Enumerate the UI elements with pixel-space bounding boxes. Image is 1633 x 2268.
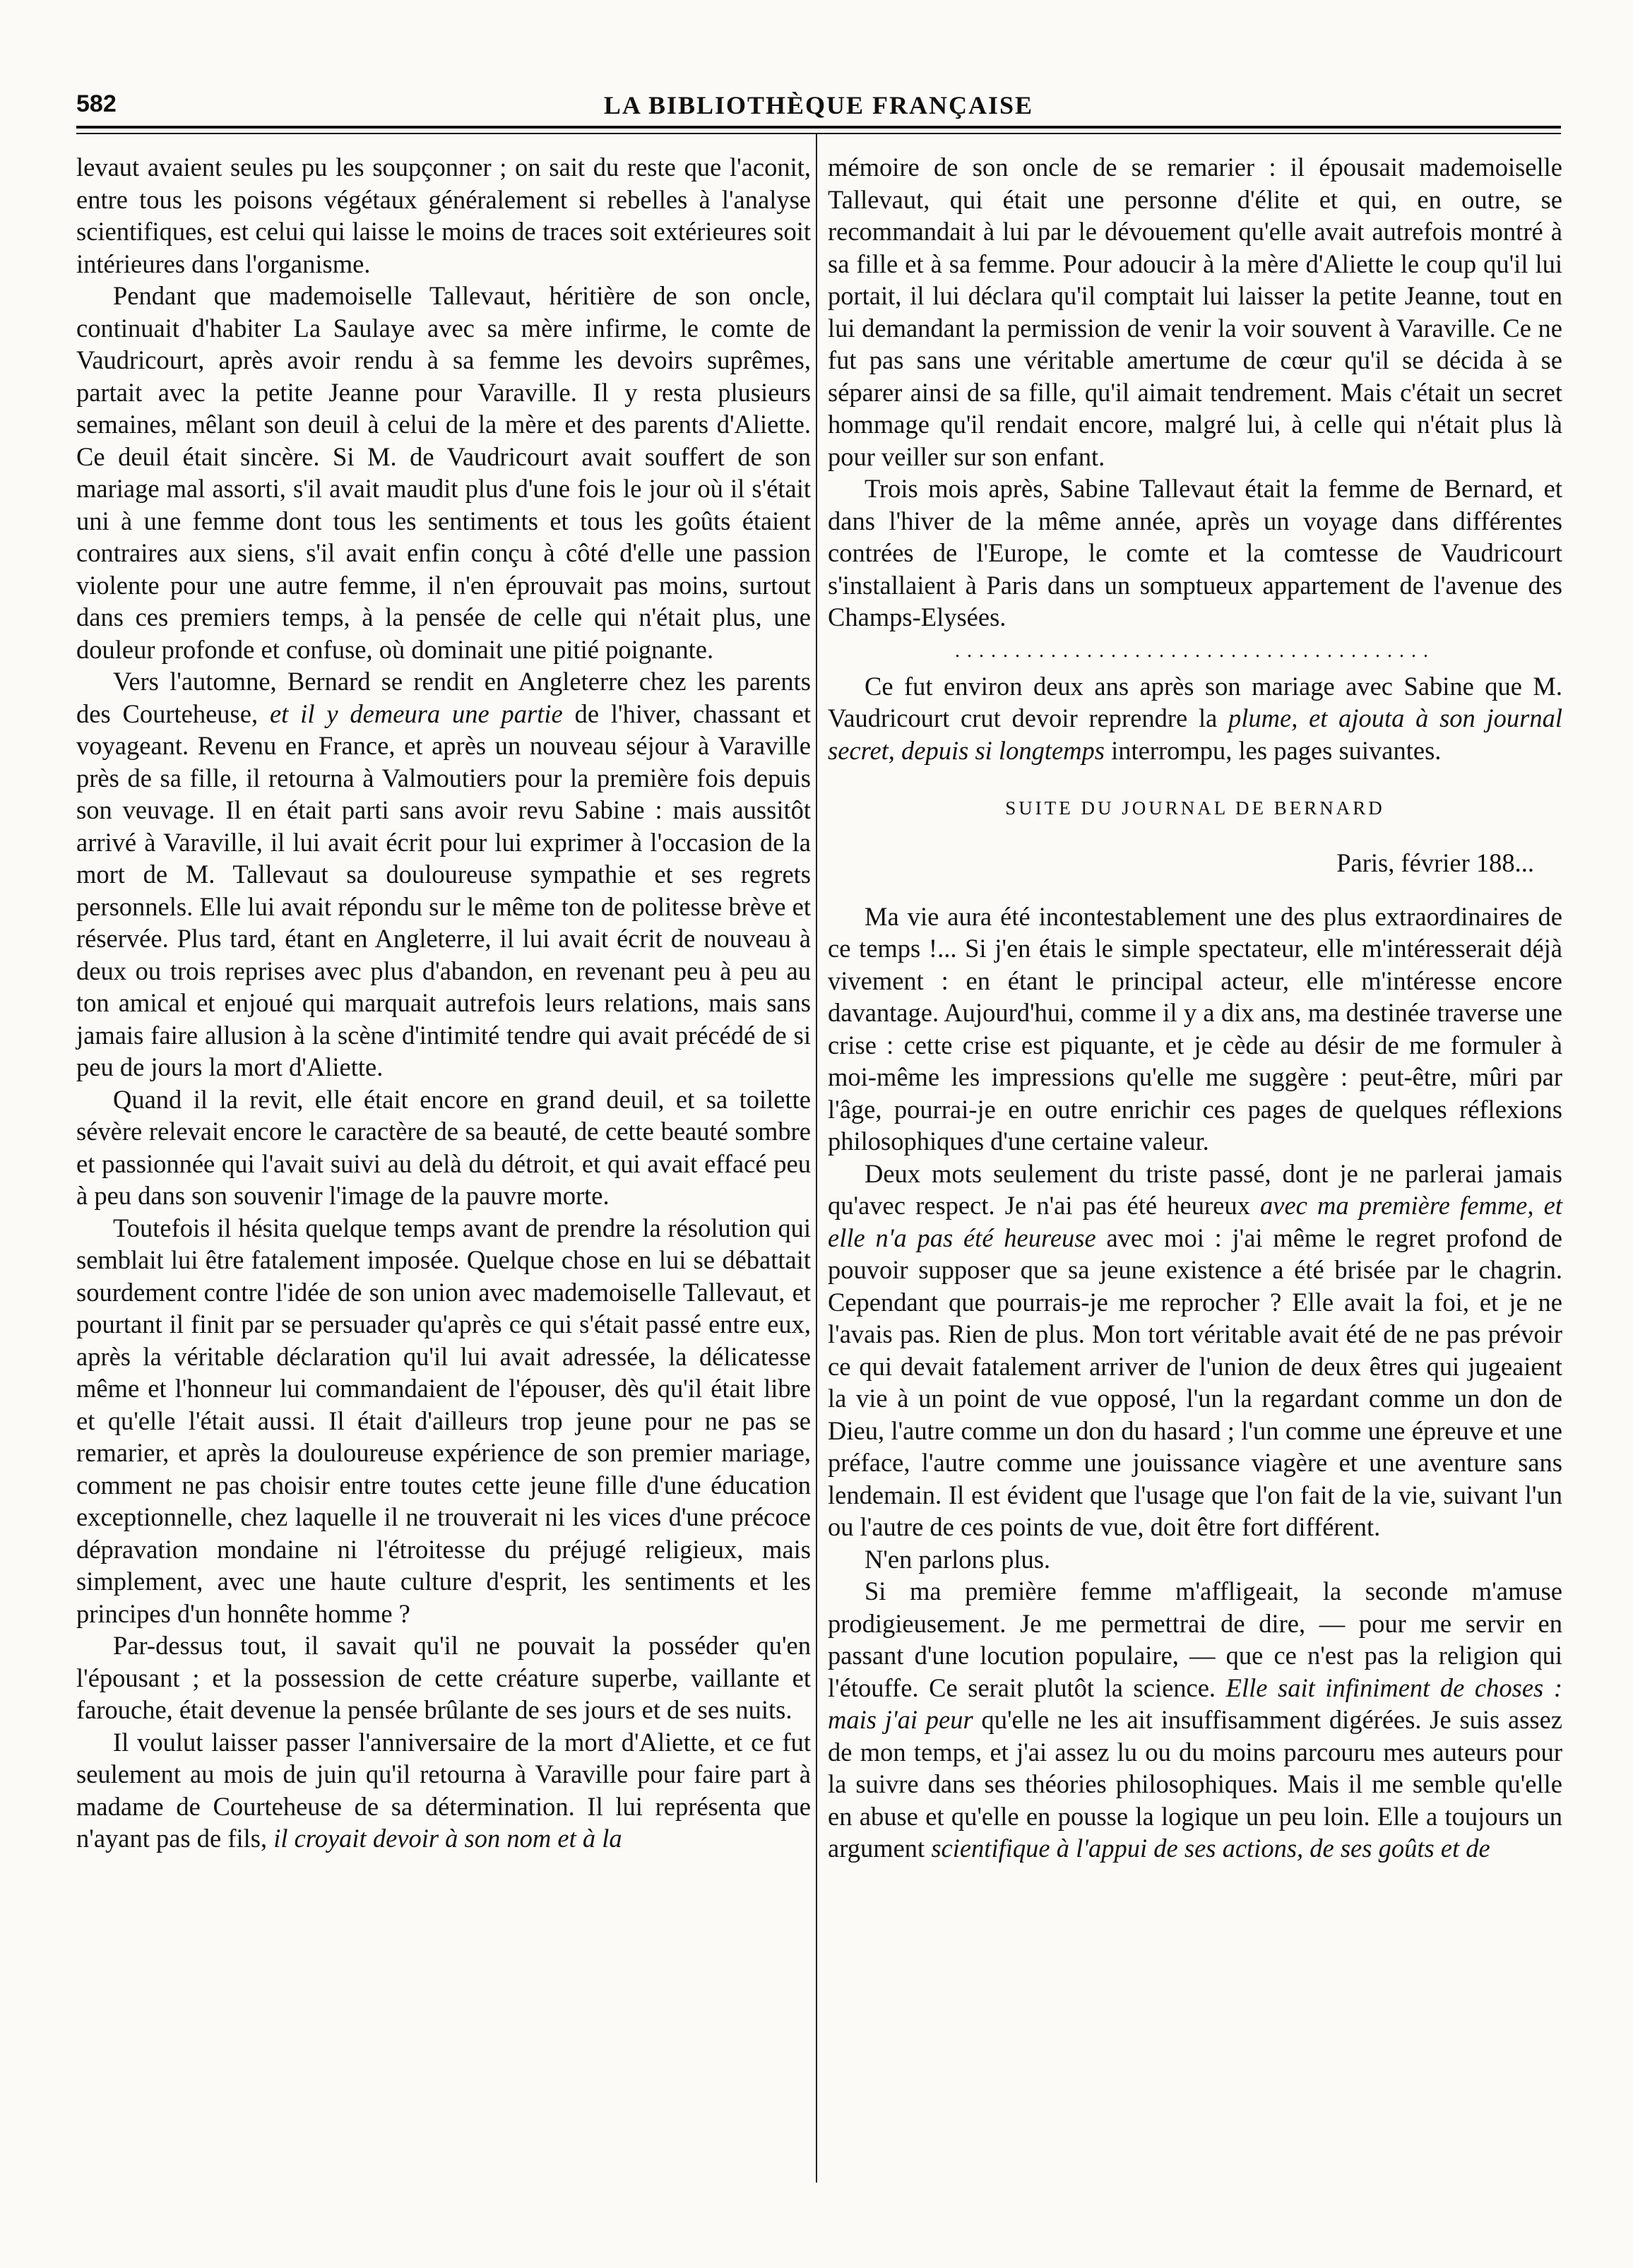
dateline: Paris, février 188... — [1336, 848, 1534, 877]
paragraph: N'en parlons plus. — [865, 1544, 1051, 1574]
left-column — [76, 151, 811, 1855]
paragraph — [828, 1158, 1562, 1543]
paragraph — [828, 1575, 1562, 1865]
paragraph: Ma vie aura été incontestablement une des plus extraordinaires de ce temps !... Si j'en étais le simple spectateur, elle m'intéresserait déjà vivement : en étant le principal acteur, elle m'intéresse encore davantage. Aujourd'hui, comme il y a dix ans, ma destinée traverse une crise : cette crise est piquante, et je cède au désir de me formuler à moi-même les impressions qu'elle me suggère : peut-être, mûri par l'âge, pourrai-je en outre enrichir ces pages de quelques réflexions philosophiques d'une certaine valeur. — [828, 901, 1562, 1156]
italic-run: avec ma première femme, et elle n'a pas été heureuse — [828, 1191, 1562, 1252]
italic-run: scientifique à l'appui de ses actions, de ses goûts et de — [931, 1834, 1490, 1863]
page-number: 582 — [76, 90, 117, 117]
paragraph: Toutefois il hésita quelque temps avant de prendre la résolution qui semblait lui être fatalement imposée. Quelque chose en lui se débattait sourdement contre l'idée de son union avec mademoiselle Tallevaut, et pourtant il finit par se persuader qu'après ce qui s'était passé entre eux, après la véritable déclaration qu'il lui avait adressée, la délicatesse même et l'honneur lui commandaient de l'épouser, dès qu'il était libre et qu'elle l'était aussi. Il était d'ailleurs trop jeune pour ne pas se remarier, et après la douloureuse expérience de son premier mariage, comment ne pas choisir entre toutes cette jeune fille d'une éducation exceptionnelle, chez laquelle il ne trouverait ni les vices d'une précoce dépravation mondaine ni l'étroitesse du préjugé religieux, mais simplement, avec une haute culture d'esprit, les sentiments et les principes d'un honnête homme ? — [76, 1213, 811, 1628]
paragraph: mémoire de son oncle de se remarier : il épousait mademoiselle Tallevaut, qui était une personne d'élite et qui, en outre, se recommandait à lui par le dévouement qu'elle avait autrefois montré à sa fille et à sa femme. Pour adoucir à la mère d'Aliette le coup qu'il lui portait, il lui déclara qu'il comptait lui laisser la petite Jeanne, tout en lui demandant la permission de venir la voir souvent à Varaville. Ce ne fut pas sans une véritable amertume de cœur qu'il se décida à se séparer ainsi de sa fille, qu'il aimait tendrement. Mais c'était un secret hommage qu'il rendait encore, malgré lui, à celle qui n'était plus là pour veiller sur son enfant. — [828, 153, 1562, 471]
italic-run: il croyait devoir à son nom et à la — [273, 1824, 622, 1853]
text-run: de l'hiver, chassant et voyageant. Revenu en France, et après un nouveau séjour à Varaville près de sa fille, il retourna à Valmoutiers pour la première fois depuis son veuvage. Il en était parti sans avoir revu Sabine : mais aussitôt arrivé à Varaville, il lui avait écrit pour lui exprimer à l'occasion de la mort de M. Tallevaut sa douloureuse sympathie et ses regrets personnels. Elle lui avait répondu sur le même ton de politesse brève et réservée. Plus tard, étant en Angleterre, il lui avait écrit de nouveau à deux ou trois reprises avec plus d'abandon, en revenant peu à peu au ton amical et enjoué qui marquait autrefois leurs relations, mais sans jamais faire allusion à la scène d'intimité tendre qui avait précédé de si peu de jours la mort d'Aliette. — [76, 699, 811, 1081]
column-divider — [816, 134, 817, 2183]
paragraph — [76, 1726, 811, 1855]
text-run: Deux mots seulement du triste passé, dont je ne parlerai jamais qu'avec respect. Je n'ai pas été heureux — [828, 1158, 1562, 1220]
right-column — [828, 151, 1562, 1865]
paragraph — [828, 670, 1562, 767]
text-run: qu'elle ne les ait insuffisamment digérées. Je suis assez de mon temps, et j'ai assez lu ou du moins parcouru mes auteurs pour la suivre dans ses théories philosophiques. Mais il me semble qu'elle en abuse et qu'elle en pousse la logique un peu loin. Elle a toujours un argument — [828, 1705, 1563, 1863]
text-run: avec moi : j'ai même le regret profond de pouvoir supposer que sa jeune existence a été brisée par le chagrin. Cependant que pourrais-je me reprocher ? Elle avait la foi, et je ne l'avais pas. Rien de plus. Mon tort véritable avait été de ne pas prévoir ce qui devait fatalement arriver de l'union de deux êtres qui jugeaient la vie à un point de vue opposé, l'un la regardant comme un don de Dieu, l'autre comme un don du hasard ; l'un comme une épreuve et une préface, l'autre comme une jouissance viagère et une aventure sans lendemain. Il est évident que l'usage que l'on fait de la vie, suivant l'un ou l'autre de ces points de vue, doit être fort différent. — [828, 1223, 1563, 1541]
section-title: SUITE DU JOURNAL DE BERNARD — [1005, 797, 1385, 819]
text-run: Ce fut environ deux ans après son mariage avec Sabine que M. Vaudricourt crut devoir reprendre la — [828, 671, 1562, 732]
text-run: Vers l'automne, Bernard se rendit en Angleterre chez les parents des Courteheuse, — [76, 667, 811, 728]
header-rule-thin — [76, 133, 1561, 134]
text-run: interrompu, les pages suivantes. — [1104, 735, 1442, 765]
text-run: Si ma première femme m'affligeait, la seconde m'amuse prodigieusement. Je me permettrai de dire, — pour me servir en passant d'une locution populaire, — que ce n'est pas la religion qui l'étouffe. Ce serait plutôt la science. — [828, 1577, 1562, 1702]
italic-run: et il y demeura une partie — [269, 699, 563, 728]
paragraph: Quand il la revit, elle était encore en grand deuil, et sa toilette sévère relevait encore le caractère de sa beauté, de cette beauté sombre et passionnée qui l'avait suivi au delà du détroit, et qui avait effacé peu à peu dans son souvenir l'image de la pauvre morte. — [76, 1084, 811, 1210]
italic-run: plume, et ajouta à son journal secret, depuis si longtemps — [828, 703, 1562, 765]
running-title: LA BIBLIOTHÈQUE FRANÇAISE — [603, 91, 1034, 119]
dotted-separator: ........................................ — [955, 639, 1435, 662]
page-header — [76, 90, 1561, 124]
paragraph: Par-dessus tout, il savait qu'il ne pouvait la posséder qu'en l'épousant ; et la possession de cette créature superbe, vaillante et farouche, était devenue la pensée brûlante de ses jours et de ses nuits. — [76, 1631, 811, 1724]
paragraph: Trois mois après, Sabine Tallevaut était la femme de Bernard, et dans l'hiver de la même année, après un voyage dans différentes contrées de l'Europe, le comte et la comtesse de Vaudricourt s'installaient à Paris dans un somptueux appartement de l'avenue des Champs-Elysées. — [828, 474, 1562, 631]
italic-run: Elle sait infiniment de choses : mais j'ai peur — [828, 1673, 1562, 1734]
header-rule-thick — [76, 126, 1561, 129]
paragraph — [76, 665, 811, 1083]
paragraph: levaut avaient seules pu les soupçonner ; on sait du reste que l'aconit, entre tous les poisons végétaux généralement si rebelles à l'analyse scientifiques, est celui qui laisse le moins de traces soit extérieures soit intérieures dans l'organisme. — [76, 153, 811, 278]
paragraph: Pendant que mademoiselle Tallevaut, héritière de son oncle, continuait d'habiter La Saulaye avec sa mère infirme, le comte de Vaudricourt, après avoir rendu à sa femme les devoirs suprêmes, partait avec la petite Jeanne pour Varaville. Il y resta plusieurs semaines, mêlant son deuil à celui de la mère et des parents d'Aliette. Ce deuil était sincère. Si M. de Vaudricourt avait souffert de son mariage mal assorti, s'il avait maudit plus d'une fois le jour où il s'était uni à une femme dont tous les sentiments et tous les goûts étaient contraires aux siens, s'il avait enfin conçu à côté d'elle une passion violente pour une autre femme, il n'en éprouvait pas moins, surtout dans ces premiers temps, à la pensée de celle qui n'était plus, une douleur profonde et confuse, où dominait une pitié poignante. — [76, 281, 811, 664]
text-run: Il voulut laisser passer l'anniversaire de la mort d'Aliette, et ce fut seulement au mois de juin qu'il retourna à Varaville pour faire part à madame de Courteheuse de sa détermination. Il lui représenta que n'ayant pas de fils, — [76, 1727, 811, 1853]
